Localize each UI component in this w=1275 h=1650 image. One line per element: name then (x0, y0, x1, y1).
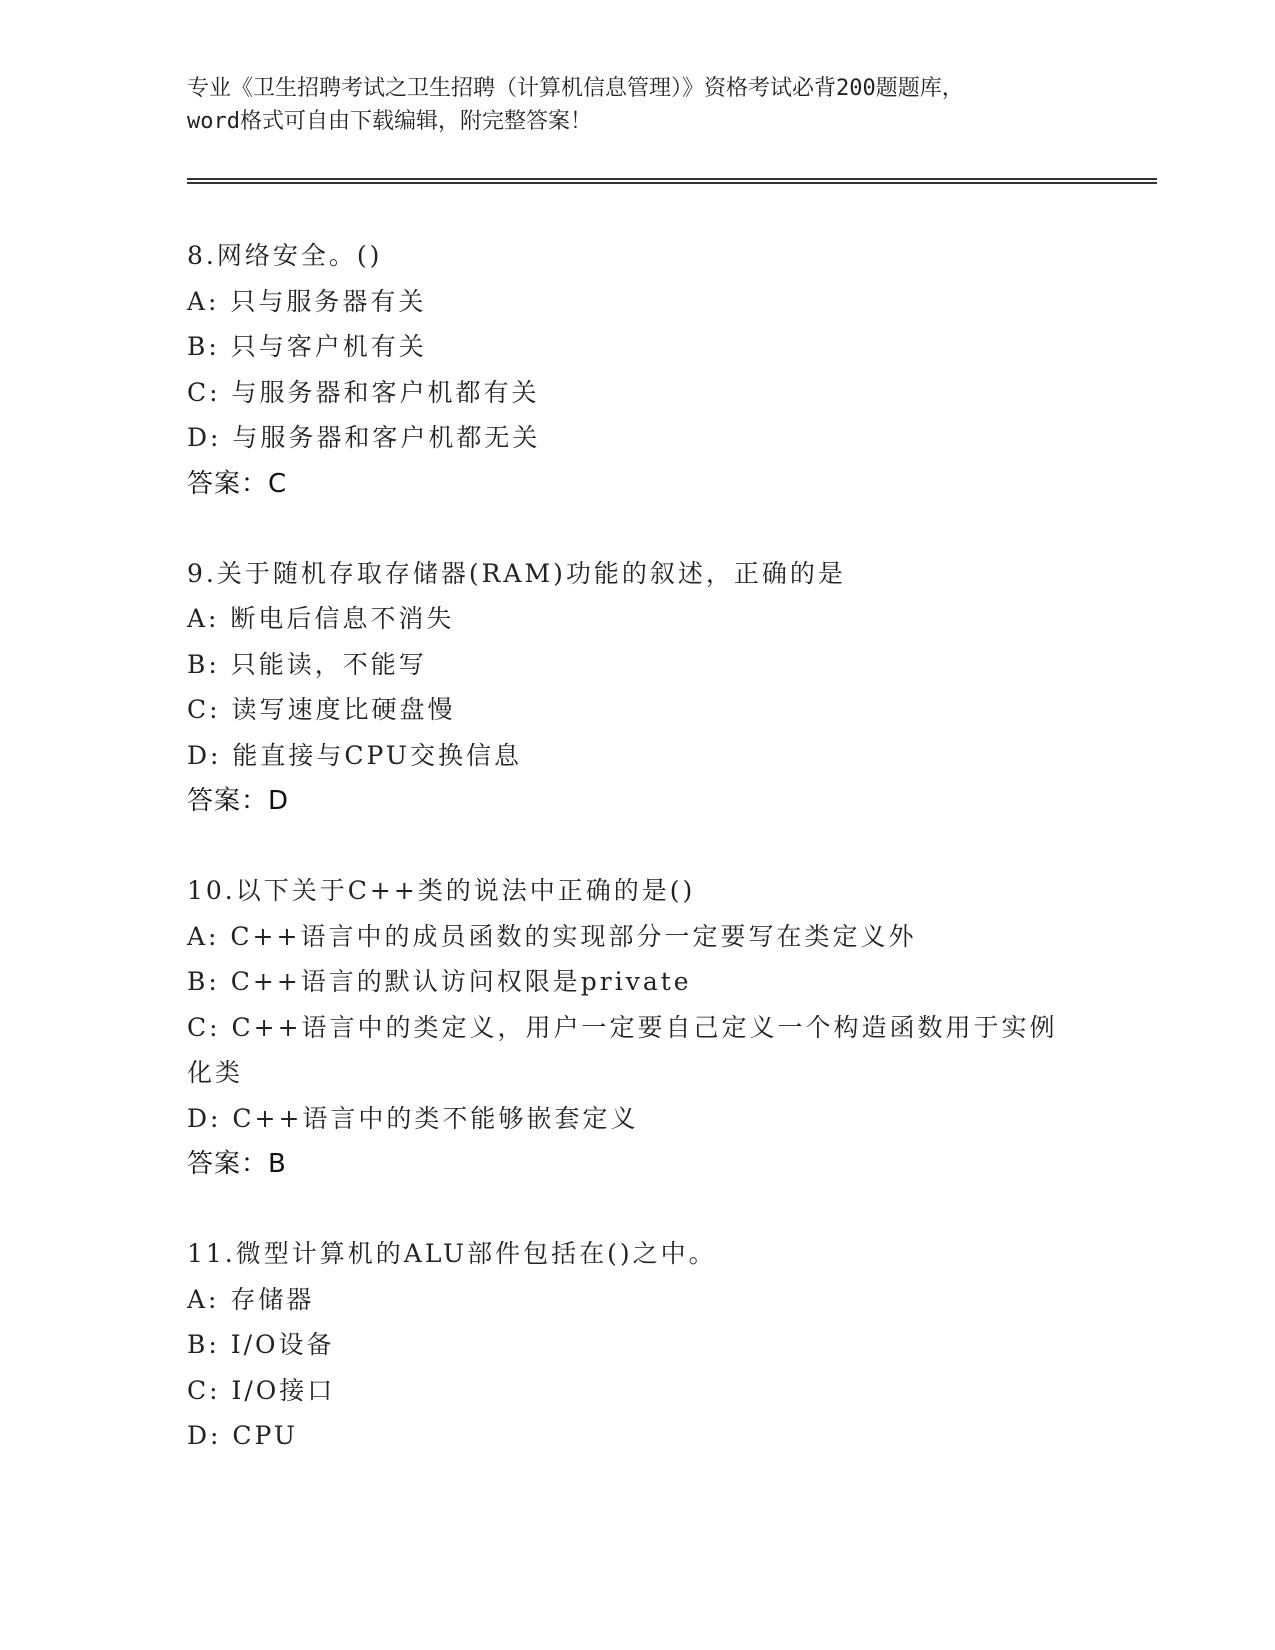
answer-text: 答案：C (187, 468, 288, 499)
answer-text: 答案：B (187, 1149, 287, 1179)
question-10 (187, 868, 1147, 1187)
option-b: B: C++语言的默认访问权限是private (187, 967, 692, 996)
header-line-2: word格式可自由下载编辑，附完整答案！ (187, 109, 592, 134)
header-line-1: 专业《卫生招聘考试之卫生招聘（计算机信息管理）》资格考试必背200题题库， (187, 76, 964, 101)
option-a: A: 断电后信息不消失 (187, 604, 455, 633)
option-b: B: 只能读，不能写 (187, 649, 427, 679)
question-stem: 9.关于随机存取存储器(RAM)功能的叙述，正确的是 (187, 558, 846, 588)
answer-text: 答案：D (187, 786, 290, 816)
question-stem: 8.网络安全。() (187, 241, 383, 270)
question-stem: 11.微型计算机的ALU部件包括在()之中。 (187, 1239, 717, 1268)
option-c: C: C++语言中的类定义，用户一定要自己定义一个构造函数用于实例化类 (187, 1012, 1058, 1087)
option-c: C: 与服务器和客户机都有关 (187, 377, 540, 407)
option-a: A: 只与服务器有关 (187, 286, 427, 316)
question-11 (187, 1231, 1147, 1459)
option-b: B: I/O设备 (187, 1330, 335, 1359)
question-list (187, 233, 1147, 1503)
option-b: B: 只与客户机有关 (187, 332, 427, 361)
option-d: D: C++语言中的类不能够嵌套定义 (187, 1103, 639, 1133)
option-a: A: 存储器 (187, 1284, 315, 1314)
option-d: D: 能直接与CPU交换信息 (187, 740, 522, 770)
option-a: A: C++语言中的成员函数的实现部分一定要写在类定义外 (187, 921, 917, 951)
question-9 (187, 551, 1147, 825)
header-divider (187, 178, 1157, 184)
option-d: D: CPU (187, 1421, 298, 1450)
option-c: C: I/O接口 (187, 1375, 336, 1405)
question-stem: 10.以下关于C++类的说法中正确的是() (187, 876, 696, 905)
option-c: C: 读写速度比硬盘慢 (187, 695, 456, 724)
document-header (187, 72, 1087, 138)
option-d: D: 与服务器和客户机都无关 (187, 423, 541, 452)
question-8 (187, 233, 1147, 507)
